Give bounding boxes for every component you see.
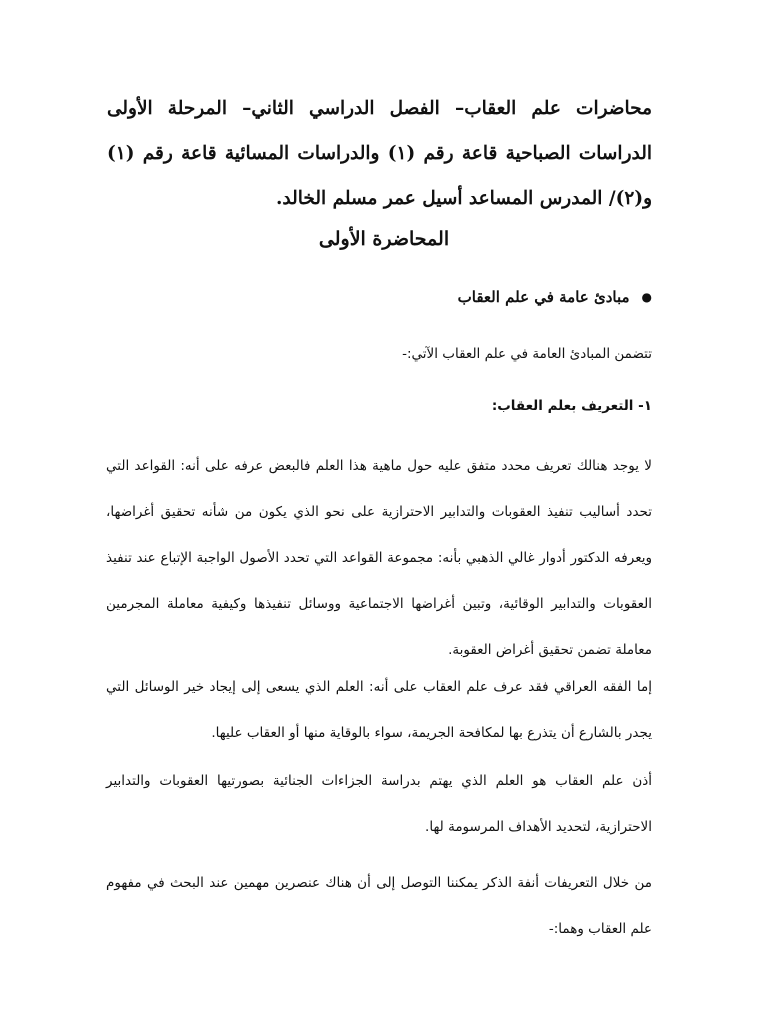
document-header: محاضرات علم العقاب– الفصل الدراسي الثاني– المرحلة الأولى الدراسات الصباحية قاعة رقم (١) والدراسات المسائية قاعة رقم (١) و(٢)/ المدرس المساعد أسيل عمر مسلم الخالد.: [107, 98, 652, 209]
intro-text: تتضمن المبادئ العامة في علم العقاب الآتي:-: [402, 346, 652, 362]
section-heading: ١- التعريف بعلم العقاب:: [491, 398, 652, 414]
paragraph-conclusion: من خلال التعريفات أنفة الذكر يمكننا التوصل إلى أن هناك عنصرين مهمين عند البحث في مفهوم علم العقاب وهما:-: [106, 875, 652, 937]
bullet-item: [458, 288, 652, 306]
bullet-text: مبادئ عامة في علم العقاب: [457, 288, 630, 306]
bullet-dot-icon: ●: [641, 290, 652, 304]
paragraph-summary: أذن علم العقاب هو العلم الذي يهتم بدراسة الجزاءات الجنائية بصورتيها العقوبات والتدابير الاحترازية، لتحديد الأهداف المرسومة لها.: [106, 773, 652, 835]
paragraph-iraqi-jurisprudence: إما الفقه العراقي فقد عرف علم العقاب على أنه: العلم الذي يسعى إلى إيجاد خير الوسائل التي يجدر بالشارع أن يتذرع بها لمكافحة الجريمة، سواء بالوقاية منها أو العقاب عليها.: [106, 679, 652, 741]
paragraph-definition: لا يوجد هنالك تعريف محدد متفق عليه حول ماهية هذا العلم فالبعض عرفه على أنه: القواعد التي تحدد أساليب تنفيذ العقوبات والتدابير الاحترازية على نحو الذي يكون من شأنه تحقيق أغراضها، ويعرفه الدكتور أدوار غالي الذهبي بأنه: مجموعة القواعد التي تحدد الأصول الواجبة الإتباع عند تنفيذ العقوبات والتدابير الوقائية، وتبين أغراضها الاجتماعية ووسائل تنفيذها وكيفية معاملة المجرمين معاملة تضمن تحقيق أغراض العقوبة.: [106, 458, 652, 658]
lecture-title: المحاضرة الأولى: [318, 228, 450, 250]
